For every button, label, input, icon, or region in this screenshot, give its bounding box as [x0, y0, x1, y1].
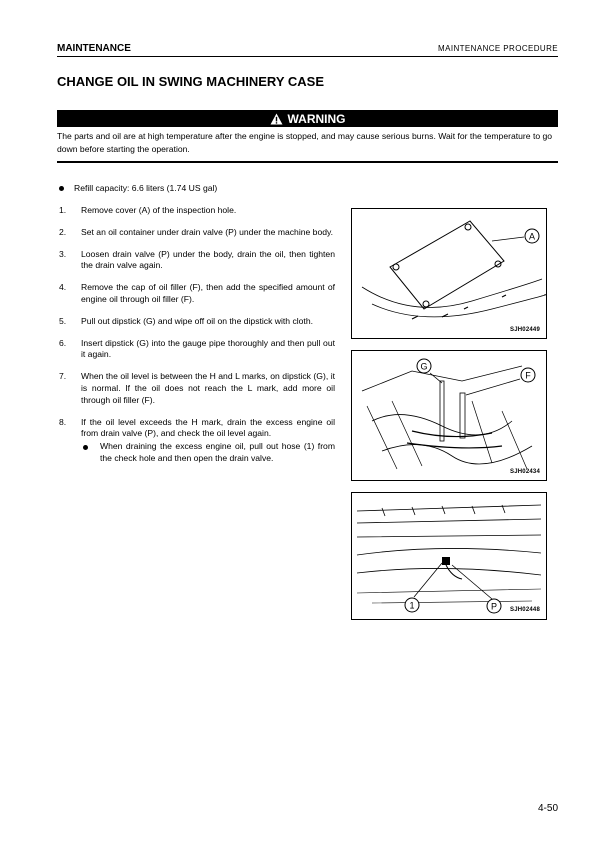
- refill-capacity: [59, 183, 217, 193]
- label-g: G: [420, 361, 428, 372]
- warning-rule: [57, 161, 558, 163]
- warning-triangle-icon: [270, 113, 283, 125]
- label-f: F: [525, 370, 531, 381]
- step-number: 6.: [59, 337, 67, 348]
- step-number: 5.: [59, 315, 67, 326]
- step-text: Remove cover (A) of the inspection hole.: [81, 205, 237, 215]
- header-section: MAINTENANCE: [57, 43, 131, 54]
- label-1: 1: [409, 600, 415, 611]
- step: [59, 249, 335, 273]
- step-number: 1.: [59, 205, 67, 215]
- figure-code: SJH02448: [510, 607, 540, 613]
- step-number: 2.: [59, 226, 67, 237]
- step-text: Remove the cap of oil filler (F), then add the specified amount of engine oil through oil filler (F).: [81, 282, 335, 304]
- figure-dipstick-filler: [351, 350, 547, 481]
- warning-label: WARNING: [287, 111, 346, 126]
- drain-valve-illustration: [352, 493, 546, 619]
- step-body: [81, 417, 335, 465]
- figure-drain-valve: [351, 492, 547, 620]
- step-note: [81, 441, 335, 465]
- page-title: CHANGE OIL IN SWING MACHINERY CASE: [57, 74, 325, 89]
- step-number: 7.: [59, 371, 67, 382]
- step: [59, 371, 335, 406]
- step-number: 4.: [59, 282, 67, 293]
- step: [59, 282, 335, 306]
- step: [59, 205, 335, 217]
- step-text: Set an oil container under drain valve (P) under the machine body.: [81, 226, 334, 237]
- step-number: 8.: [59, 416, 67, 427]
- step: [59, 417, 335, 465]
- warning-banner: [57, 110, 558, 127]
- dipstick-filler-illustration: [352, 351, 546, 480]
- step-number: 3.: [59, 248, 67, 259]
- header-chapter: MAINTENANCE PROCEDURE: [438, 44, 558, 53]
- figure-code: SJH02434: [510, 469, 540, 475]
- figure-code: SJH02449: [510, 327, 540, 333]
- procedure-steps: [59, 205, 335, 475]
- step-text: When the oil level is between the H and L marks, on dipstick (G), it is normal. If the oil does not reach the L mark, add more oil through oil filler (F).: [81, 371, 335, 405]
- page-number: 4-50: [537, 803, 558, 814]
- step: [59, 338, 335, 362]
- step-text: Loosen drain valve (P) under the body, drain the oil, then tighten the drain valve again.: [81, 248, 335, 271]
- step: [59, 227, 335, 239]
- bullet-icon: [83, 445, 88, 450]
- step-note-text: When draining the excess engine oil, pull out hose (1) from the check hole and then open the drain valve.: [100, 441, 335, 463]
- figure-inspection-cover: [351, 208, 547, 339]
- bullet-icon: [59, 186, 64, 191]
- header-rule: [57, 56, 558, 57]
- step-text: If the oil level exceeds the H mark, drain the excess engine oil from drain valve (P), and check the oil level again.: [81, 416, 335, 439]
- step-text: Insert dipstick (G) into the gauge pipe thoroughly and then pull out it again.: [81, 337, 335, 360]
- label-p: P: [490, 601, 498, 612]
- warning-text: The parts and oil are at high temperature after the engine is stopped, and may cause serious burns. Wait for the temperature to go down before starting the operation.: [57, 131, 553, 154]
- step-text: Pull out dipstick (G) and wipe off oil on the dipstick with cloth.: [81, 315, 313, 326]
- step: [59, 316, 335, 328]
- refill-text: Refill capacity: 6.6 liters (1.74 US gal): [74, 183, 218, 193]
- inspection-cover-illustration: [352, 209, 546, 338]
- label-a: A: [528, 231, 536, 242]
